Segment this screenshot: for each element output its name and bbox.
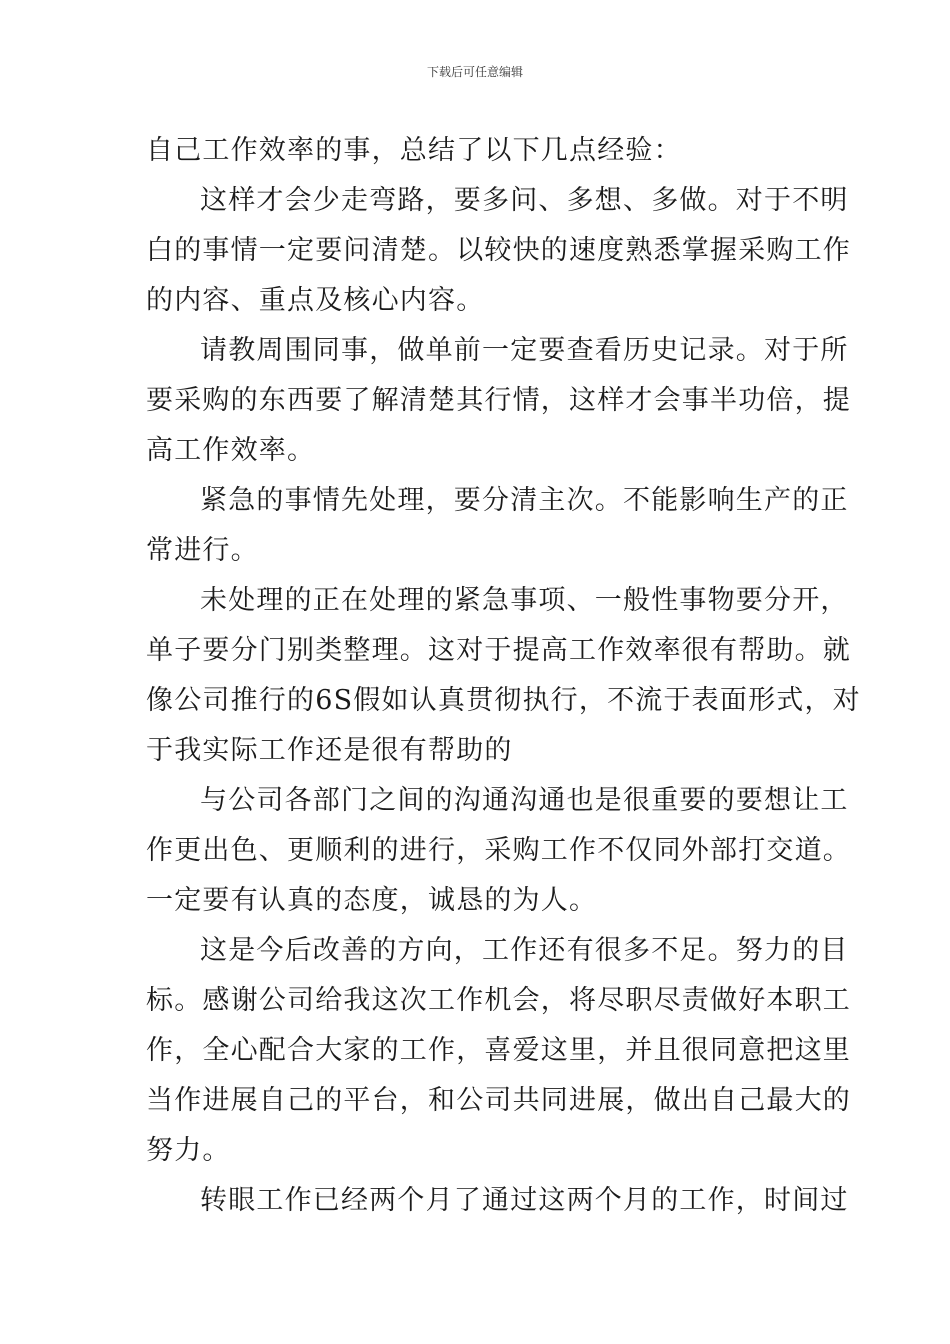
text-line: 自己工作效率的事，总结了以下几点经验：	[146, 135, 682, 166]
text-line: 请教周围同事，做单前一定要查看历史记录。对于所	[200, 335, 849, 366]
text-line: 像公司推行的6S假如认真贯彻执行，不流于表面形式，对	[146, 685, 861, 716]
text-line: 努力。	[146, 1135, 231, 1166]
paragraph	[146, 476, 849, 576]
text-line: 要采购的东西要了解清楚其行情，这样才会事半功倍，提	[146, 385, 851, 416]
text-line: 于我实际工作还是很有帮助的	[146, 735, 513, 766]
text-line: 一定要有认真的态度，诚恳的为人。	[146, 885, 598, 916]
page-header: 下载后可任意编辑	[426, 65, 523, 79]
text-line: 当作进展自己的平台，和公司共同进展，做出自己最大的	[146, 1085, 851, 1116]
paragraph	[146, 126, 808, 176]
text-line: 这是今后改善的方向，工作还有很多不足。努力的目	[200, 935, 849, 966]
text-line: 高工作效率。	[146, 435, 316, 466]
text-line: 紧急的事情先处理，要分清主次。不能影响生产的正	[200, 485, 849, 516]
text-line: 的内容、重点及核心内容。	[146, 285, 485, 316]
text-line: 这样才会少走弯路，要多问、多想、多做。对于不明	[200, 185, 849, 216]
paragraph	[146, 576, 861, 776]
text-line: 与公司各部门之间的沟通沟通也是很重要的要想让工	[200, 785, 849, 816]
text-line: 作更出色、更顺利的进行，采购工作不仅同外部打交道。	[146, 835, 851, 866]
paragraph	[146, 926, 851, 1176]
document-body	[146, 126, 861, 1226]
paragraph	[146, 326, 851, 476]
text-line: 转眼工作已经两个月了通过这两个月的工作，时间过	[200, 1185, 849, 1216]
paragraph	[146, 776, 851, 926]
paragraph	[146, 1176, 849, 1226]
text-line: 白的事情一定要问清楚。以较快的速度熟悉掌握采购工作	[146, 235, 851, 266]
text-line: 作，全心配合大家的工作，喜爱这里，并且很同意把这里	[146, 1035, 851, 1066]
text-line: 未处理的正在处理的紧急事项、一般性事物要分开，	[200, 585, 849, 616]
text-line: 常进行。	[146, 535, 259, 566]
text-line: 单子要分门别类整理。这对于提高工作效率很有帮助。就	[146, 635, 851, 666]
text-line: 标。感谢公司给我这次工作机会，将尽职尽责做好本职工	[146, 985, 851, 1016]
paragraph	[146, 176, 851, 326]
